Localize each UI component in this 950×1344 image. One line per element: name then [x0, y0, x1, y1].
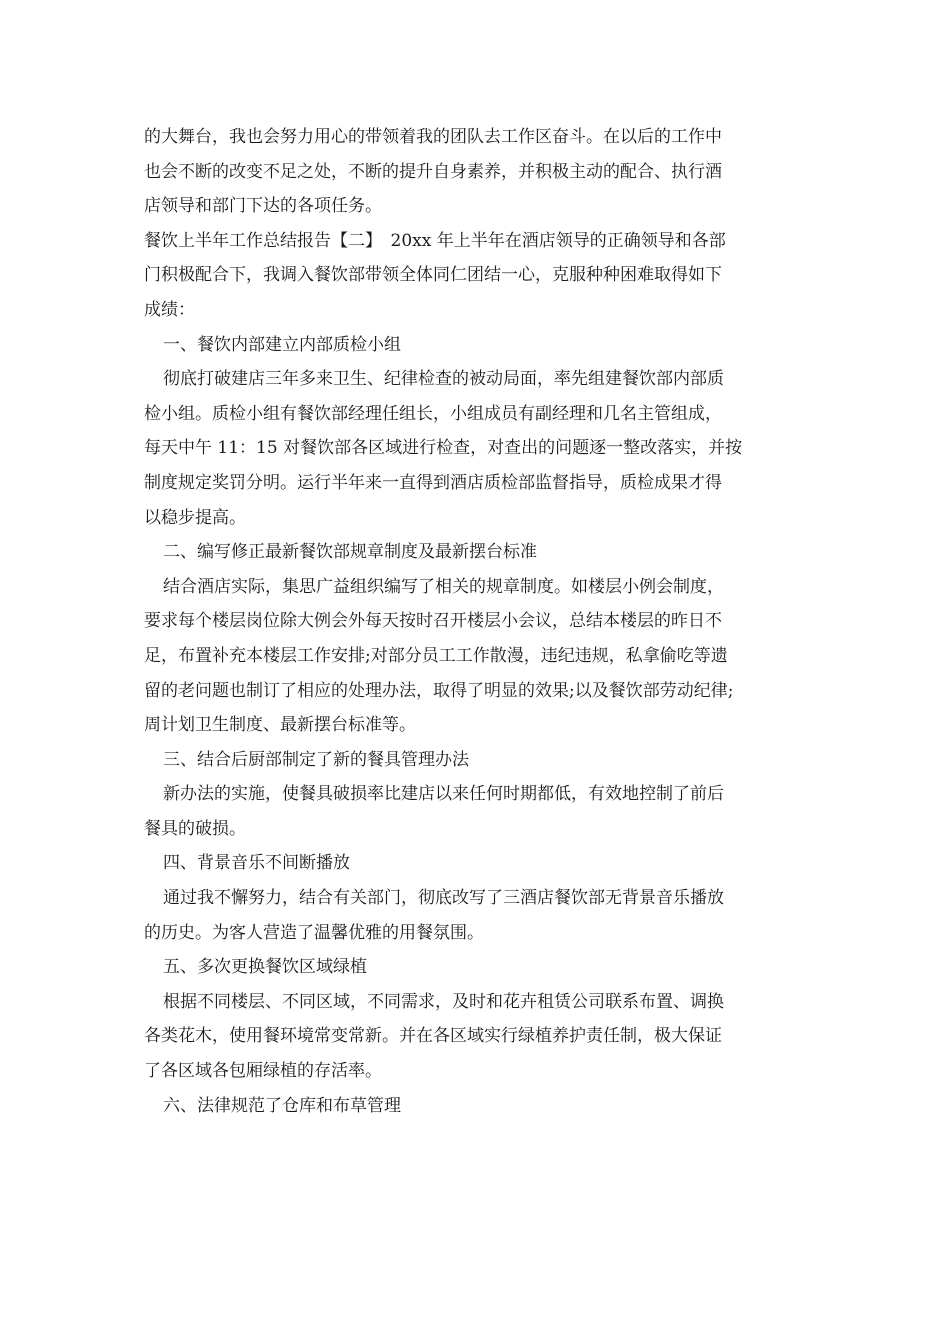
text-line: 成绩： [144, 299, 195, 320]
text-line: 足，布置补充本楼层工作安排;对部分员工工作散漫，违纪违规，私拿偷吃等遗 [144, 645, 728, 666]
text-line: 店领导和部门下达的各项任务。 [144, 196, 382, 217]
text-line: 周计划卫生制度、最新摆台标准等。 [144, 715, 416, 736]
text-line: 的历史。为客人营造了温馨优雅的用餐氛围。 [144, 922, 484, 943]
text-line: 通过我不懈努力，结合有关部门，彻底改写了三酒店餐饮部无背景音乐播放 [163, 888, 724, 909]
text-line: 的大舞台，我也会努力用心的带领着我的团队去工作区奋斗。在以后的工作中 [144, 127, 722, 147]
text-line: 新办法的实施，使餐具破损率比建店以来任何时期都低，有效地控制了前后 [163, 784, 724, 805]
section-heading-2: 二、编写修正最新餐饮部规章制度及最新摆台标准 [163, 542, 537, 563]
text-line: 结合酒店实际，集思广益组织编写了相关的规章制度。如楼层小例会制度， [163, 576, 724, 597]
text-line: 每天中午 11：15 对餐饮部各区域进行检查，对查出的问题逐一整改落实，并按 [144, 438, 743, 459]
text-line: 各类花木，使用餐环境常变常新。并在各区域实行绿植养护责任制，极大保证 [144, 1026, 722, 1047]
text-line: 根据不同楼层、不同区域，不同需求，及时和花卉租赁公司联系布置、调换 [163, 991, 724, 1012]
section-heading-1: 一、餐饮内部建立内部质检小组 [163, 334, 401, 355]
text-line: 检小组。质检小组有餐饮部经理任组长，小组成员有副经理和几名主管组成， [144, 403, 722, 424]
text-line: 以稳步提高。 [144, 507, 246, 528]
text-line: 也会不断的改变不足之处，不断的提升自身素养，并积极主动的配合、执行酒 [144, 161, 722, 182]
report-title-line: 餐饮上半年工作总结报告【二】 20xx 年上半年在酒店领导的正确领导和各部 [144, 230, 726, 251]
section-heading-4: 四、背景音乐不间断播放 [163, 853, 350, 874]
text-line: 留的老问题也制订了相应的处理办法，取得了明显的效果;以及餐饮部劳动纪律; [144, 680, 734, 701]
text-line: 餐具的破损。 [144, 818, 246, 839]
section-heading-5: 五、多次更换餐饮区域绿植 [163, 957, 367, 978]
text-line: 门积极配合下，我调入餐饮部带领全体同仁团结一心，克服种种困难取得如下 [144, 265, 722, 286]
section-heading-3: 三、结合后厨部制定了新的餐具管理办法 [163, 749, 469, 770]
document-body [144, 120, 824, 1123]
text-line: 要求每个楼层岗位除大例会外每天按时召开楼层小会议，总结本楼层的昨日不 [144, 611, 722, 632]
text-line: 制度规定奖罚分明。运行半年来一直得到酒店质检部监督指导，质检成果才得 [144, 472, 722, 493]
text-line: 了各区域各包厢绿植的存活率。 [144, 1061, 382, 1082]
section-heading-6: 六、法律规范了仓库和布草管理 [163, 1095, 401, 1116]
text-line: 彻底打破建店三年多来卫生、纪律检查的被动局面，率先组建餐饮部内部质 [163, 369, 724, 390]
